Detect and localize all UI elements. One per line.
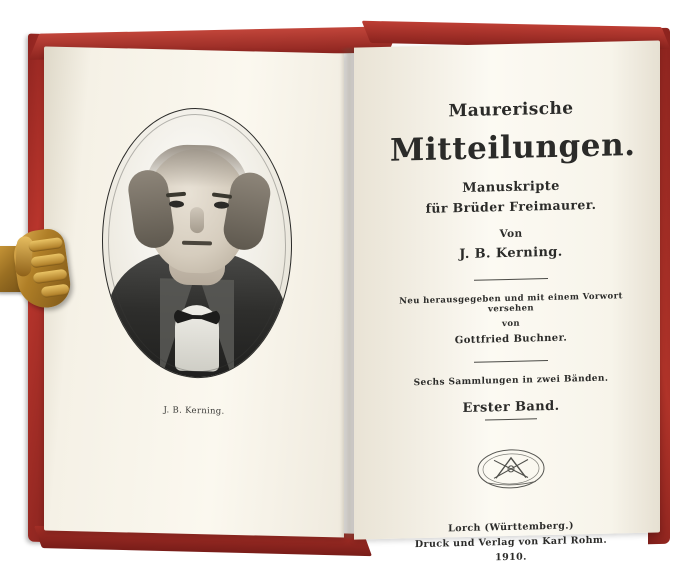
open-book: [28, 22, 676, 564]
editor-by-label: von: [502, 318, 520, 330]
divider-rule-3: [485, 418, 537, 420]
subtitle-line-1: Manuskripte: [462, 178, 560, 197]
collection-note: Sechs Sammlungen in zwei Bänden.: [413, 373, 609, 389]
author-name: J. B. Kerning.: [459, 244, 563, 263]
imprint-place: Lorch (Württemberg.): [448, 520, 574, 535]
clamp-finger-4: [41, 283, 70, 298]
volume-label: Erster Band.: [462, 398, 560, 417]
portrait-eye-right: [214, 201, 229, 208]
portrait-lapel-left: [160, 278, 194, 380]
divider-rule-1: [474, 278, 548, 281]
imprint-year: 1910.: [495, 551, 527, 564]
portrait-brow-right: [212, 192, 232, 199]
portrait-brow-left: [166, 192, 186, 198]
portrait-shirt: [175, 305, 219, 372]
portrait-head: [145, 148, 249, 274]
brass-hand-clamp: [0, 224, 64, 316]
portrait-oval-frame: [102, 106, 292, 380]
portrait-eye-left: [169, 200, 184, 207]
portrait-hair-right: [221, 169, 274, 253]
clamp-finger-2: [30, 253, 65, 269]
title-line-2: Mitteilungen.: [390, 126, 636, 169]
imprint-publisher: Druck und Verlag von Karl Rohm.: [414, 534, 608, 551]
divider-rule-2: [474, 360, 548, 363]
clamp-hand: [11, 227, 73, 311]
by-label: Von: [499, 227, 523, 241]
portrait-mouth: [182, 241, 212, 246]
editor-name: Gottfried Buchner.: [454, 332, 568, 347]
portrait-hair-left: [126, 168, 176, 250]
portrait-bowtie: [174, 309, 220, 326]
page-left-frontispiece: [44, 46, 344, 537]
portrait-coat: [108, 249, 286, 380]
title-line-1: Maurerische: [448, 98, 574, 122]
portrait-caption: J. B. Kerning.: [163, 405, 225, 417]
portrait-hair-top: [146, 144, 248, 188]
portrait-nose: [190, 207, 204, 233]
portrait-lapel-right: [200, 279, 234, 380]
subtitle-line-2: für Brüder Freimaurer.: [425, 196, 597, 216]
page-right-title: [354, 40, 660, 564]
clamp-finger-3: [33, 269, 68, 285]
title-page-block: [390, 97, 636, 566]
editor-note: Neu herausgegeben und mit einem Vorwort versehen: [399, 291, 623, 315]
clamp-finger-1: [28, 237, 63, 253]
portrait-neck: [169, 236, 225, 285]
masonic-emblem-icon: [474, 445, 548, 493]
